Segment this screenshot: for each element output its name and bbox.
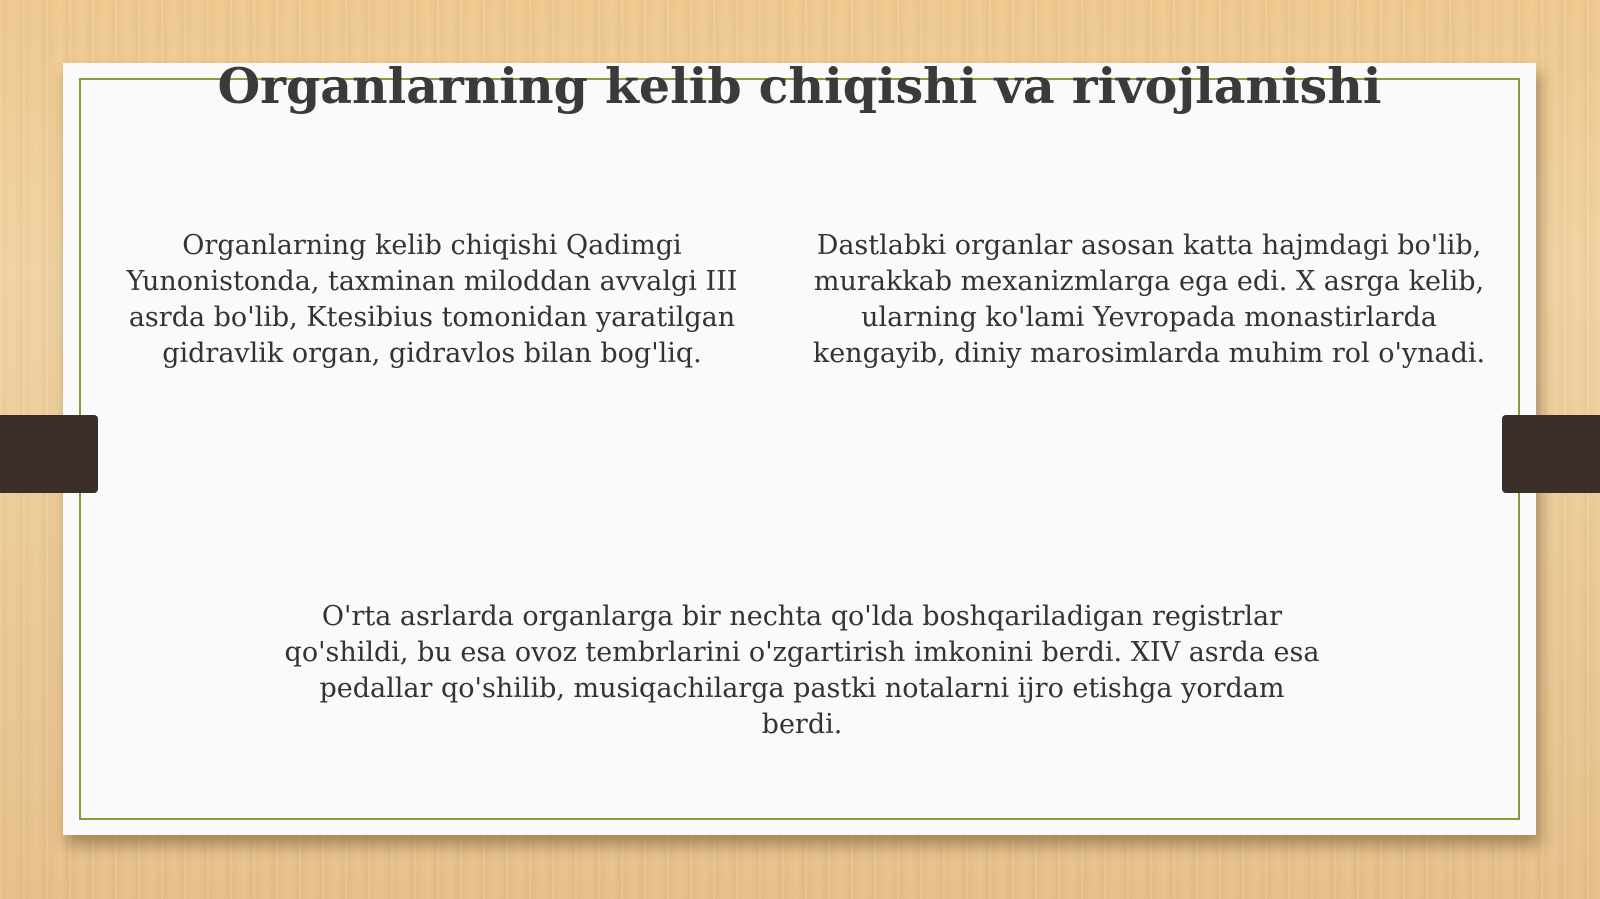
right-binder-tab [1502, 415, 1600, 493]
paragraph-left: Organlarning kelib chiqishi Qadimgi Yunonistonda, taxminan miloddan avvalgi III asrda bo'lib, Ktesibius tomonidan yaratilgan gidravlik organ, gidravlos bilan bog'liq. [126, 230, 738, 369]
paragraph-bottom: O'rta asrlarda organlarga bir nechta qo'lda boshqariladigan registrlar qo'shildi, bu esa ovoz tembrlarini o'zgartirish imkonini berdi. XIV asrda esa pedallar qo'shilib, musiqachilarga pastki notalarni ijro etishga yordam berdi. [284, 601, 1320, 740]
slide-title: Organlarning kelib chiqishi va rivojlanishi [217, 57, 1382, 115]
paragraph-right: Dastlabki organlar asosan katta hajmdagi bo'lib, murakkab mexanizmlarga ega edi. X asrga kelib, ularning ko'lami Yevropada monastirlarda kengayib, diniy marosimlarda muhim rol o'ynadi. [812, 230, 1486, 369]
left-binder-tab [0, 415, 98, 493]
